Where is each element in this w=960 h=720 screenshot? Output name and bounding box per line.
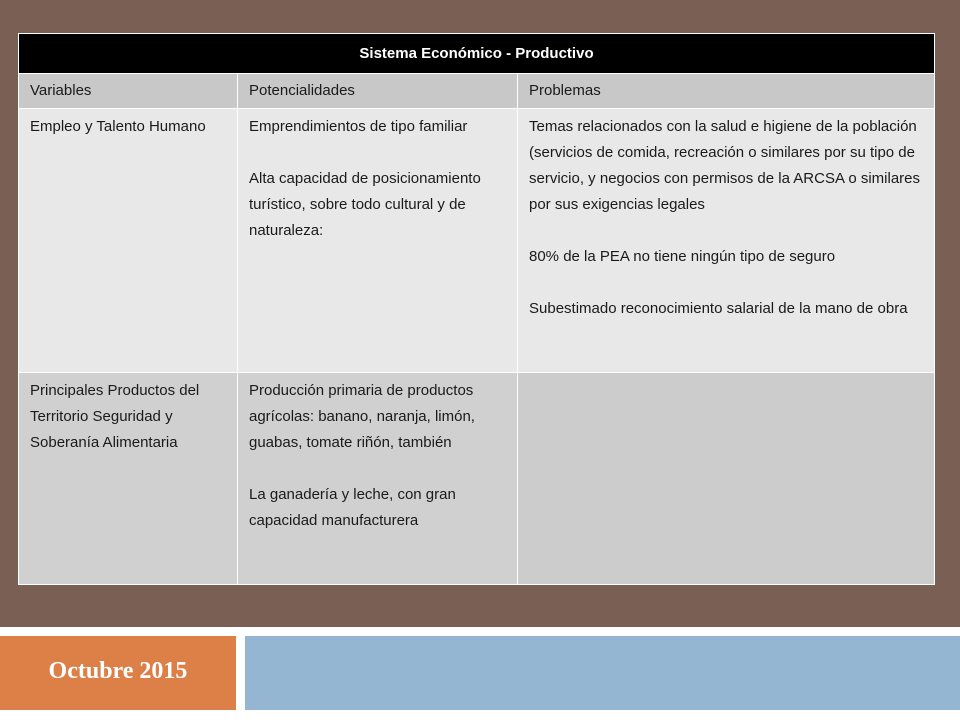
footer-blue-panel [245, 636, 960, 710]
cell-variable [19, 109, 238, 373]
potencialidad-item: Emprendimientos de tipo familiar [249, 118, 468, 135]
table-title: Sistema Económico - Productivo [19, 34, 935, 74]
problema-item: 80% de la PEA no tiene ningún tipo de seguro [529, 248, 836, 265]
potencialidad-item: Producción primaria de productos agrícolas: banano, naranja, limón, guabas, tomate riñón, también [249, 382, 475, 451]
cell-potencialidades [238, 109, 518, 373]
header-variables: Variables [19, 74, 238, 109]
potencialidad-item: Alta capacidad de posicionamiento turístico, sobre todo cultural y de naturaleza: [249, 170, 481, 239]
table-row [19, 109, 935, 373]
problema-item: Subestimado reconocimiento salarial de la mano de obra [529, 300, 908, 317]
data-table [18, 33, 935, 585]
cell-problemas-empty [518, 373, 935, 585]
footer-date: Octubre 2015 [48, 657, 188, 684]
header-potencialidades: Potencialidades [238, 74, 518, 109]
cell-problemas [518, 109, 935, 373]
potencialidad-item: La ganadería y leche, con gran capacidad manufacturera [249, 486, 456, 529]
cell-potencialidades [238, 373, 518, 585]
header-problemas: Problemas [518, 74, 935, 109]
cell-variable [19, 373, 238, 585]
table-row [19, 373, 935, 585]
variable-text: Principales Productos del Territorio Seguridad y Soberanía Alimentaria [30, 382, 200, 451]
data-table-container [18, 33, 934, 585]
variable-text: Empleo y Talento Humano [30, 118, 206, 135]
problema-item: Temas relacionados con la salud e higiene de la población (servicios de comida, recreación o similares por su tipo de servicio, y negocios con permisos de la ARCSA o similares por sus exigencias legales [529, 118, 920, 213]
footer-divider [0, 627, 960, 636]
